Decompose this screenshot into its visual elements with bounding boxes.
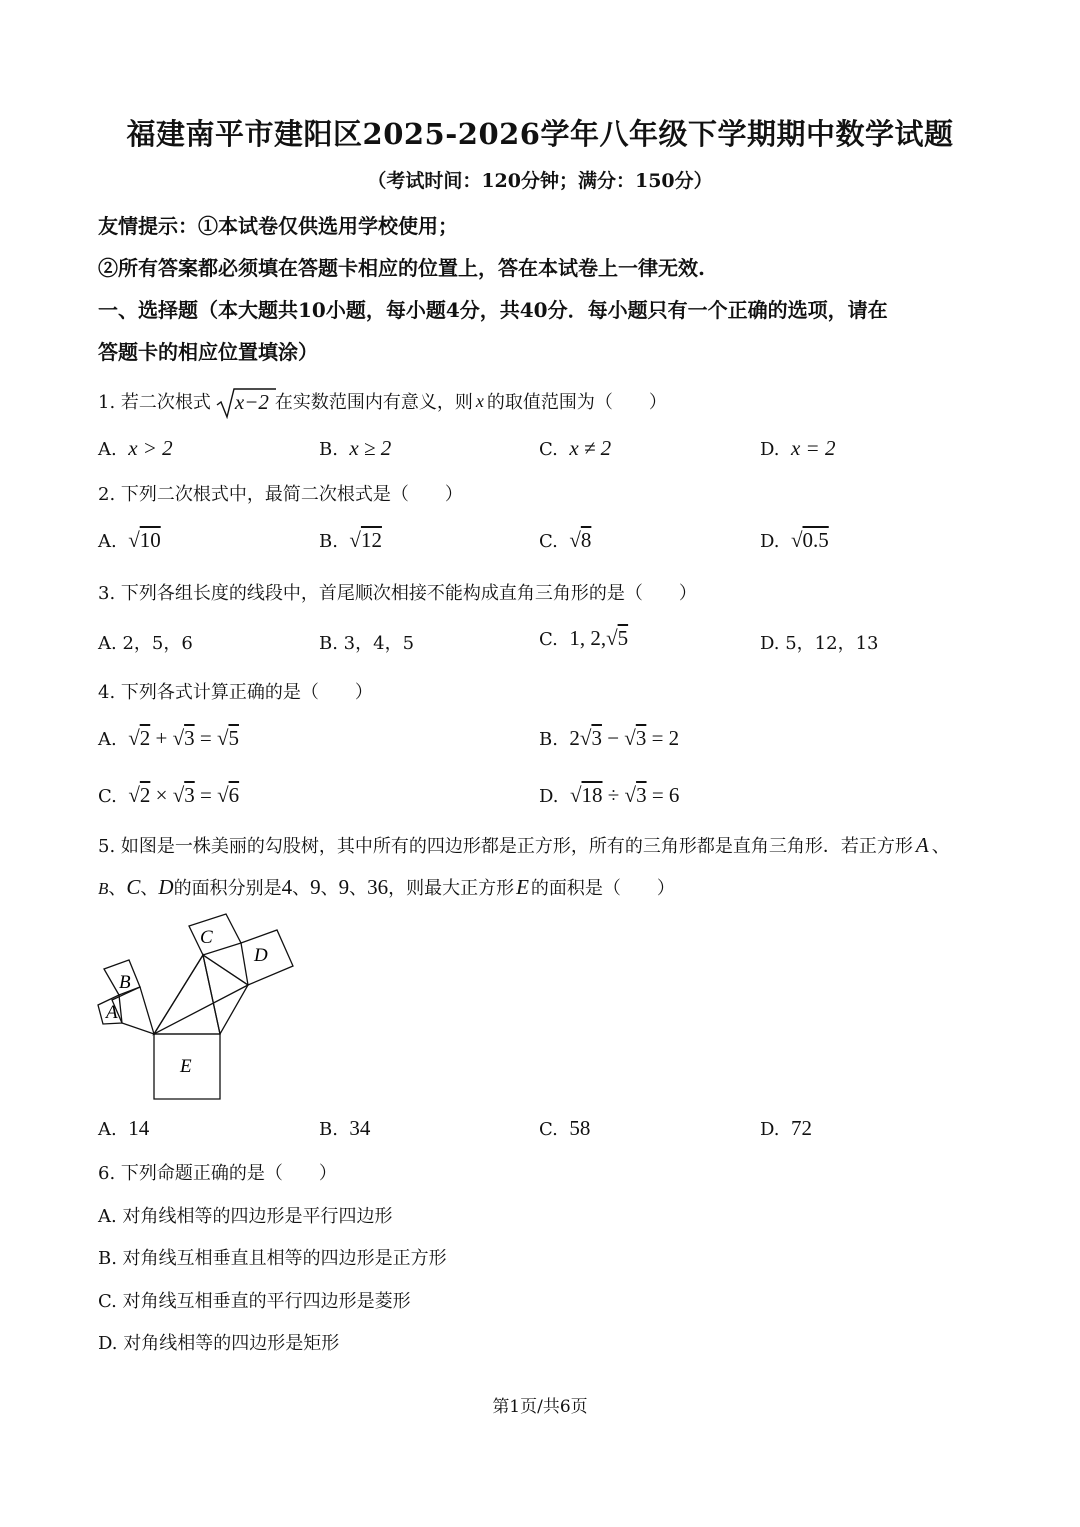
q4-option-d: D. √18 ÷ √3 = 6	[539, 783, 680, 807]
question-4-stem: 4. 下列各式计算正确的是（ ）	[98, 682, 373, 703]
q6-option-b: B. 对角线互相垂直且相等的四边形是正方形	[98, 1248, 447, 1269]
exam-title: 福建南平市建阳区2025-2026学年八年级下学期期中数学试题	[126, 117, 954, 151]
label-d: D	[254, 945, 268, 966]
right-triangle-main	[154, 955, 220, 1034]
square-c	[189, 914, 241, 955]
exam-subtitle: （考试时间：120分钟；满分：150分）	[367, 170, 713, 192]
q1-option-b: B. x ≥ 2	[319, 436, 392, 460]
q4-option-c: C. √2 × √3 = √6	[98, 783, 240, 807]
q2-option-d: D. √0.5	[760, 528, 829, 552]
q4-option-a: A. √2 + √3 = √5	[98, 726, 239, 750]
label-b: B	[119, 972, 131, 993]
tip-line-2: ②所有答案都必须填在答题卡相应的位置上，答在本试卷上一律无效.	[98, 256, 705, 280]
section-heading-line-1: 一、选择题（本大题共10小题，每小题4分，共40分．每小题只有一个正确的选项，请在	[98, 298, 888, 322]
q5-option-a: A. 14	[98, 1116, 150, 1140]
q6-option-d: D. 对角线相等的四边形是矩形	[98, 1333, 340, 1354]
q3-option-a: A. 2，5，6	[98, 633, 193, 654]
q1-var: x	[475, 390, 484, 411]
question-6-stem: 6. 下列命题正确的是（ ）	[98, 1163, 337, 1184]
question-5-line-1: 5. 如图是一株美丽的勾股树，其中所有的四边形都是正方形，所有的三角形都是直角三角形．若正方形 A 、	[98, 833, 950, 857]
label-e: E	[180, 1056, 192, 1077]
q1-option-a: A. x > 2	[98, 436, 173, 460]
q3-option-d: D. 5，12，13	[760, 633, 879, 654]
q1-radicand: x−2	[234, 390, 269, 414]
q5-option-d: D. 72	[760, 1116, 812, 1140]
page-footer: 第1页/共6页	[492, 1397, 588, 1417]
question-5-line-2: B、C、D的面积分别是4、9、9、36，则最大正方形E 的面积是（ ）	[98, 875, 675, 899]
section-heading-line-2: 答题卡的相应位置填涂）	[98, 340, 318, 364]
q5-option-b: B. 34	[319, 1116, 371, 1140]
question-3-stem: 3. 下列各组长度的线段中，首尾顺次相接不能构成直角三角形的是（ ）	[98, 583, 697, 604]
q6-option-c: C. 对角线互相垂直的平行四边形是菱形	[98, 1291, 411, 1312]
q1-option-d: D. x = 2	[760, 436, 836, 460]
q3-option-c: C. 1, 2,√5	[539, 626, 629, 650]
q6-option-a: A. 对角线相等的四边形是平行四边形	[98, 1206, 393, 1227]
q2-option-b: B. √12	[319, 528, 382, 552]
tip-line-1: 友情提示：①本试卷仅供选用学校使用；	[98, 214, 458, 238]
q1-pre: 1. 若二次根式	[98, 392, 211, 413]
label-c: C	[200, 927, 213, 948]
q1-post: 的取值范围为（ ）	[486, 392, 667, 413]
q4-option-b: B. 2√3 − √3 = 2	[539, 726, 680, 750]
label-a: A	[106, 1002, 118, 1023]
q2-option-c: C. √8	[539, 528, 592, 552]
q1-option-c: C. x ≠ 2	[539, 436, 612, 460]
question-2-stem: 2. 下列二次根式中，最简二次根式是（ ）	[98, 484, 463, 505]
q1-mid: 在实数范围内有意义，则	[274, 392, 473, 413]
q2-option-a: A. √10	[98, 528, 161, 552]
q5-option-c: C. 58	[539, 1116, 591, 1140]
q3-option-b: B. 3，4，5	[319, 633, 415, 654]
